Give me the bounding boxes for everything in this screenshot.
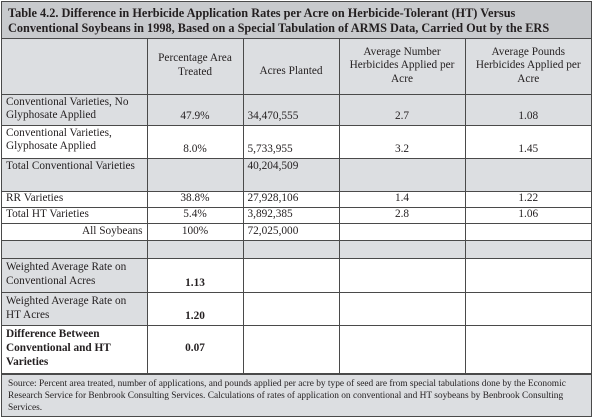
summary-value: 1.20 — [147, 292, 243, 325]
pounds-cell — [465, 158, 591, 191]
row-label: Total HT Varieties — [2, 207, 147, 223]
summary-row — [2, 325, 591, 373]
pct-cell: 100% — [147, 223, 243, 240]
summary-value: 1.13 — [147, 258, 243, 292]
pct-cell: 5.4% — [147, 207, 243, 223]
pct-cell — [147, 158, 243, 191]
row-label: Conventional Varieties, Glyphosate Applied — [2, 125, 147, 158]
number-cell: 2.7 — [339, 94, 465, 125]
row-label: All Soybeans — [2, 223, 147, 240]
pounds-cell: 1.08 — [465, 94, 591, 125]
number-cell — [339, 223, 465, 240]
header-average-number: Average Number Herbicides Applied per Acre — [339, 39, 465, 94]
acres-cell: 40,204,509 — [243, 158, 339, 191]
acres-cell: 72,025,000 — [243, 223, 339, 240]
acres-cell: 27,928,106 — [243, 191, 339, 207]
summary-row — [2, 292, 591, 325]
table-row — [2, 125, 591, 158]
acres-cell: 5,733,955 — [243, 125, 339, 158]
pct-cell: 8.0% — [147, 125, 243, 158]
table-row — [2, 191, 591, 207]
summary-label: Weighted Average Rate on HT Acres — [2, 292, 147, 325]
header-average-pounds: Average Pounds Herbicides Applied per Acre — [465, 39, 591, 94]
table-row — [2, 158, 591, 191]
pounds-cell — [465, 223, 591, 240]
acres-cell: 3,892,385 — [243, 207, 339, 223]
table-row — [2, 207, 591, 223]
acres-cell: 34,470,555 — [243, 94, 339, 125]
pct-cell: 38.8% — [147, 191, 243, 207]
table-row — [2, 94, 591, 125]
header-acres-planted: Acres Planted — [243, 39, 339, 94]
number-cell: 1.4 — [339, 191, 465, 207]
pounds-cell: 1.45 — [465, 125, 591, 158]
row-label: Total Conventional Varieties — [2, 158, 147, 191]
herbicide-table — [2, 39, 591, 374]
header-percentage-area: Percentage Area Treated — [147, 39, 243, 94]
header-row — [2, 39, 591, 94]
pct-cell: 47.9% — [147, 94, 243, 125]
source-note: Source: Percent area treated, number of applications, and pounds applied per acre by type of seed are from special tabulations done by the Economic Research Service for Benbrook Consulting Services. Calculations of rates of application on conventional and HT soybeans by Benbrook Consulting Services. — [2, 374, 591, 416]
number-cell: 3.2 — [339, 125, 465, 158]
table-container — [1, 1, 592, 417]
summary-row — [2, 258, 591, 292]
row-label: Conventional Varieties, No Glyphosate Applied — [2, 94, 147, 125]
summary-label: Weighted Average Rate on Conventional Acres — [2, 258, 147, 292]
table-title: Table 4.2. Difference in Herbicide Application Rates per Acre on Herbicide-Tolerant (HT) Versus Conventional Soybeans in 1998, Based on a Special Tabulation of ARMS Data, Carried Out by the ERS — [2, 2, 591, 39]
spacer-row — [2, 240, 591, 258]
summary-label: Difference Between Conventional and HT Varieties — [2, 325, 147, 373]
number-cell — [339, 158, 465, 191]
row-label: RR Varieties — [2, 191, 147, 207]
pounds-cell: 1.06 — [465, 207, 591, 223]
pounds-cell: 1.22 — [465, 191, 591, 207]
table-row — [2, 223, 591, 240]
summary-value: 0.07 — [147, 325, 243, 373]
number-cell: 2.8 — [339, 207, 465, 223]
header-empty-cell — [2, 39, 147, 94]
